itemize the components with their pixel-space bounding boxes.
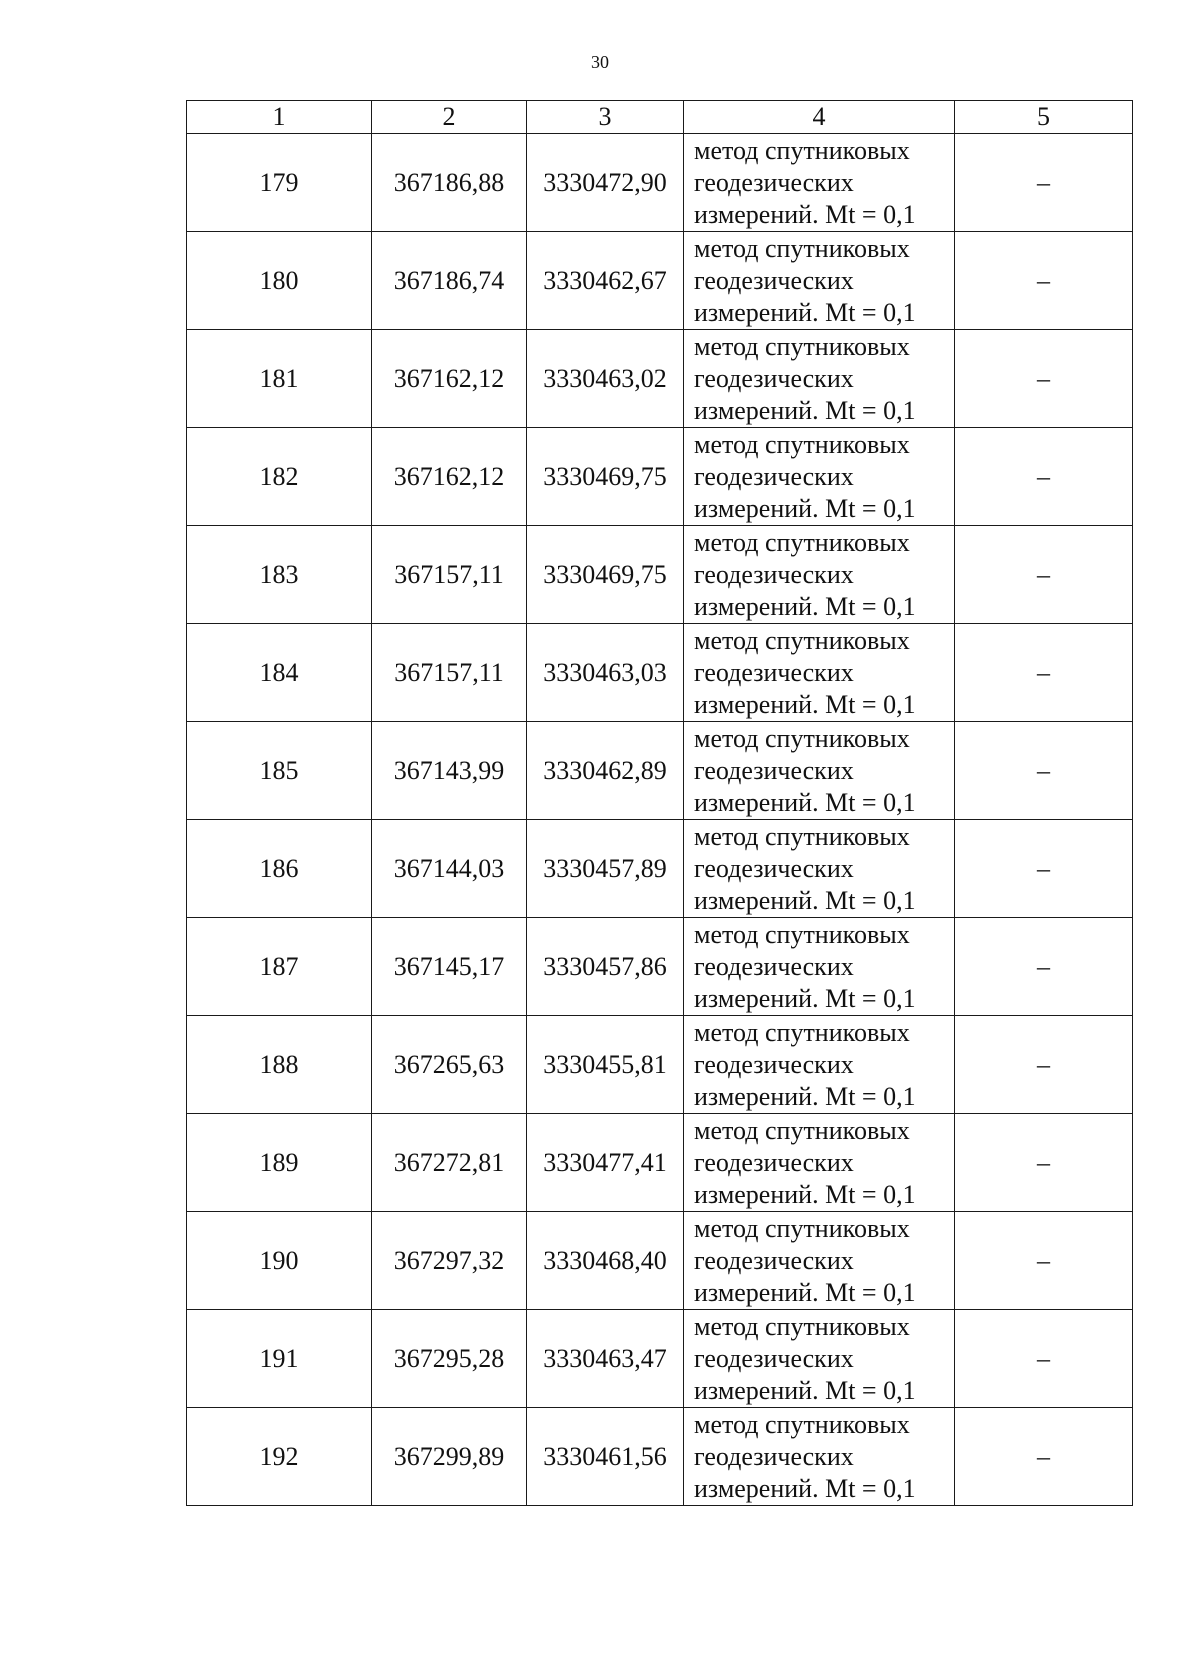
method-cell: [684, 428, 955, 526]
coordinate-y-cell: 3330468,40: [527, 1212, 684, 1310]
table-row: [187, 820, 1133, 918]
method-text-line: метод спутниковых: [694, 1017, 910, 1047]
coordinate-x-cell: 367157,11: [372, 624, 527, 722]
point-number-cell: 192: [187, 1408, 372, 1506]
method-text-line: измерений. Mt = 0,1: [694, 1081, 916, 1111]
method-cell: [684, 722, 955, 820]
note-cell: –: [955, 918, 1133, 1016]
table-row: [187, 1016, 1133, 1114]
method-text-line: измерений. Mt = 0,1: [694, 199, 916, 229]
method-text-line: метод спутниковых: [694, 135, 910, 165]
coordinate-y-cell: 3330462,89: [527, 722, 684, 820]
method-text-line: геодезических: [694, 461, 854, 491]
method-text-line: метод спутниковых: [694, 527, 910, 557]
note-cell: –: [955, 820, 1133, 918]
method-text-line: метод спутниковых: [694, 1115, 910, 1145]
coordinate-y-cell: 3330463,47: [527, 1310, 684, 1408]
coordinate-y-cell: 3330457,86: [527, 918, 684, 1016]
method-cell: [684, 232, 955, 330]
method-text-line: измерений. Mt = 0,1: [694, 1277, 916, 1307]
note-cell: –: [955, 1212, 1133, 1310]
table-row: [187, 1114, 1133, 1212]
method-cell: [684, 820, 955, 918]
note-cell: –: [955, 1310, 1133, 1408]
note-cell: –: [955, 330, 1133, 428]
method-text-line: метод спутниковых: [694, 233, 910, 263]
method-cell: [684, 1212, 955, 1310]
note-cell: –: [955, 526, 1133, 624]
point-number-cell: 186: [187, 820, 372, 918]
coordinate-y-cell: 3330463,03: [527, 624, 684, 722]
method-text-line: измерений. Mt = 0,1: [694, 689, 916, 719]
method-cell: [684, 134, 955, 232]
note-cell: –: [955, 722, 1133, 820]
table-row: [187, 428, 1133, 526]
method-text-line: метод спутниковых: [694, 1311, 910, 1341]
method-text-line: измерений. Mt = 0,1: [694, 297, 916, 327]
column-header-1: 1: [187, 101, 372, 134]
note-cell: –: [955, 134, 1133, 232]
method-cell: [684, 526, 955, 624]
method-text-line: геодезических: [694, 1147, 854, 1177]
coordinate-x-cell: 367299,89: [372, 1408, 527, 1506]
method-text-line: геодезических: [694, 265, 854, 295]
method-text-line: геодезических: [694, 1441, 854, 1471]
method-text-line: геодезических: [694, 657, 854, 687]
coordinate-y-cell: 3330463,02: [527, 330, 684, 428]
point-number-cell: 190: [187, 1212, 372, 1310]
point-number-cell: 185: [187, 722, 372, 820]
method-text-line: метод спутниковых: [694, 625, 910, 655]
method-text-line: геодезических: [694, 1049, 854, 1079]
point-number-cell: 189: [187, 1114, 372, 1212]
method-text-line: измерений. Mt = 0,1: [694, 1179, 916, 1209]
coordinate-x-cell: 367186,88: [372, 134, 527, 232]
method-text-line: геодезических: [694, 559, 854, 589]
method-cell: [684, 918, 955, 1016]
table-row: [187, 526, 1133, 624]
coordinates-table: [186, 100, 1133, 1506]
method-text-line: метод спутниковых: [694, 723, 910, 753]
coordinate-x-cell: 367272,81: [372, 1114, 527, 1212]
method-text-line: измерений. Mt = 0,1: [694, 983, 916, 1013]
note-cell: –: [955, 624, 1133, 722]
point-number-cell: 184: [187, 624, 372, 722]
method-text-line: измерений. Mt = 0,1: [694, 1473, 916, 1503]
coordinate-x-cell: 367162,12: [372, 428, 527, 526]
table-row: [187, 232, 1133, 330]
point-number-cell: 180: [187, 232, 372, 330]
page-number: 30: [591, 52, 609, 72]
method-cell: [684, 1114, 955, 1212]
coordinate-y-cell: 3330477,41: [527, 1114, 684, 1212]
method-text-line: измерений. Mt = 0,1: [694, 493, 916, 523]
method-text-line: метод спутниковых: [694, 429, 910, 459]
method-cell: [684, 624, 955, 722]
point-number-cell: 191: [187, 1310, 372, 1408]
table-row: [187, 1408, 1133, 1506]
note-cell: –: [955, 428, 1133, 526]
note-cell: –: [955, 1114, 1133, 1212]
note-cell: –: [955, 1408, 1133, 1506]
coordinate-x-cell: 367295,28: [372, 1310, 527, 1408]
coordinate-x-cell: 367186,74: [372, 232, 527, 330]
method-cell: [684, 1310, 955, 1408]
coordinate-x-cell: 367162,12: [372, 330, 527, 428]
table-row: [187, 722, 1133, 820]
method-text-line: геодезических: [694, 853, 854, 883]
method-text-line: метод спутниковых: [694, 1213, 910, 1243]
column-header-3: 3: [527, 101, 684, 134]
method-cell: [684, 1408, 955, 1506]
coordinate-x-cell: 367265,63: [372, 1016, 527, 1114]
table-row: [187, 1212, 1133, 1310]
method-text-line: метод спутниковых: [694, 919, 910, 949]
column-header-4: 4: [684, 101, 955, 134]
method-text-line: геодезических: [694, 755, 854, 785]
coordinate-y-cell: 3330462,67: [527, 232, 684, 330]
point-number-cell: 187: [187, 918, 372, 1016]
table-row: [187, 1310, 1133, 1408]
point-number-cell: 188: [187, 1016, 372, 1114]
column-header-5: 5: [955, 101, 1133, 134]
column-header-2: 2: [372, 101, 527, 134]
coordinate-y-cell: 3330461,56: [527, 1408, 684, 1506]
method-text-line: геодезических: [694, 363, 854, 393]
table-header-row: [187, 101, 1133, 134]
table-row: [187, 918, 1133, 1016]
point-number-cell: 182: [187, 428, 372, 526]
table-row: [187, 134, 1133, 232]
coordinate-x-cell: 367157,11: [372, 526, 527, 624]
table-body: [187, 134, 1133, 1506]
method-cell: [684, 1016, 955, 1114]
coordinate-y-cell: 3330472,90: [527, 134, 684, 232]
method-text-line: измерений. Mt = 0,1: [694, 395, 916, 425]
point-number-cell: 183: [187, 526, 372, 624]
coordinate-y-cell: 3330455,81: [527, 1016, 684, 1114]
coordinate-y-cell: 3330457,89: [527, 820, 684, 918]
coordinate-y-cell: 3330469,75: [527, 526, 684, 624]
method-text-line: измерений. Mt = 0,1: [694, 591, 916, 621]
point-number-cell: 181: [187, 330, 372, 428]
coordinate-x-cell: 367143,99: [372, 722, 527, 820]
method-text-line: геодезических: [694, 1245, 854, 1275]
note-cell: –: [955, 1016, 1133, 1114]
method-text-line: метод спутниковых: [694, 331, 910, 361]
table-row: [187, 330, 1133, 428]
point-number-cell: 179: [187, 134, 372, 232]
method-text-line: измерений. Mt = 0,1: [694, 1375, 916, 1405]
method-text-line: метод спутниковых: [694, 1409, 910, 1439]
method-text-line: измерений. Mt = 0,1: [694, 787, 916, 817]
table-row: [187, 624, 1133, 722]
coordinate-x-cell: 367297,32: [372, 1212, 527, 1310]
method-text-line: геодезических: [694, 1343, 854, 1373]
coordinate-y-cell: 3330469,75: [527, 428, 684, 526]
coordinate-x-cell: 367145,17: [372, 918, 527, 1016]
coordinate-x-cell: 367144,03: [372, 820, 527, 918]
method-cell: [684, 330, 955, 428]
method-text-line: геодезических: [694, 951, 854, 981]
method-text-line: метод спутниковых: [694, 821, 910, 851]
method-text-line: геодезических: [694, 167, 854, 197]
method-text-line: измерений. Mt = 0,1: [694, 885, 916, 915]
note-cell: –: [955, 232, 1133, 330]
